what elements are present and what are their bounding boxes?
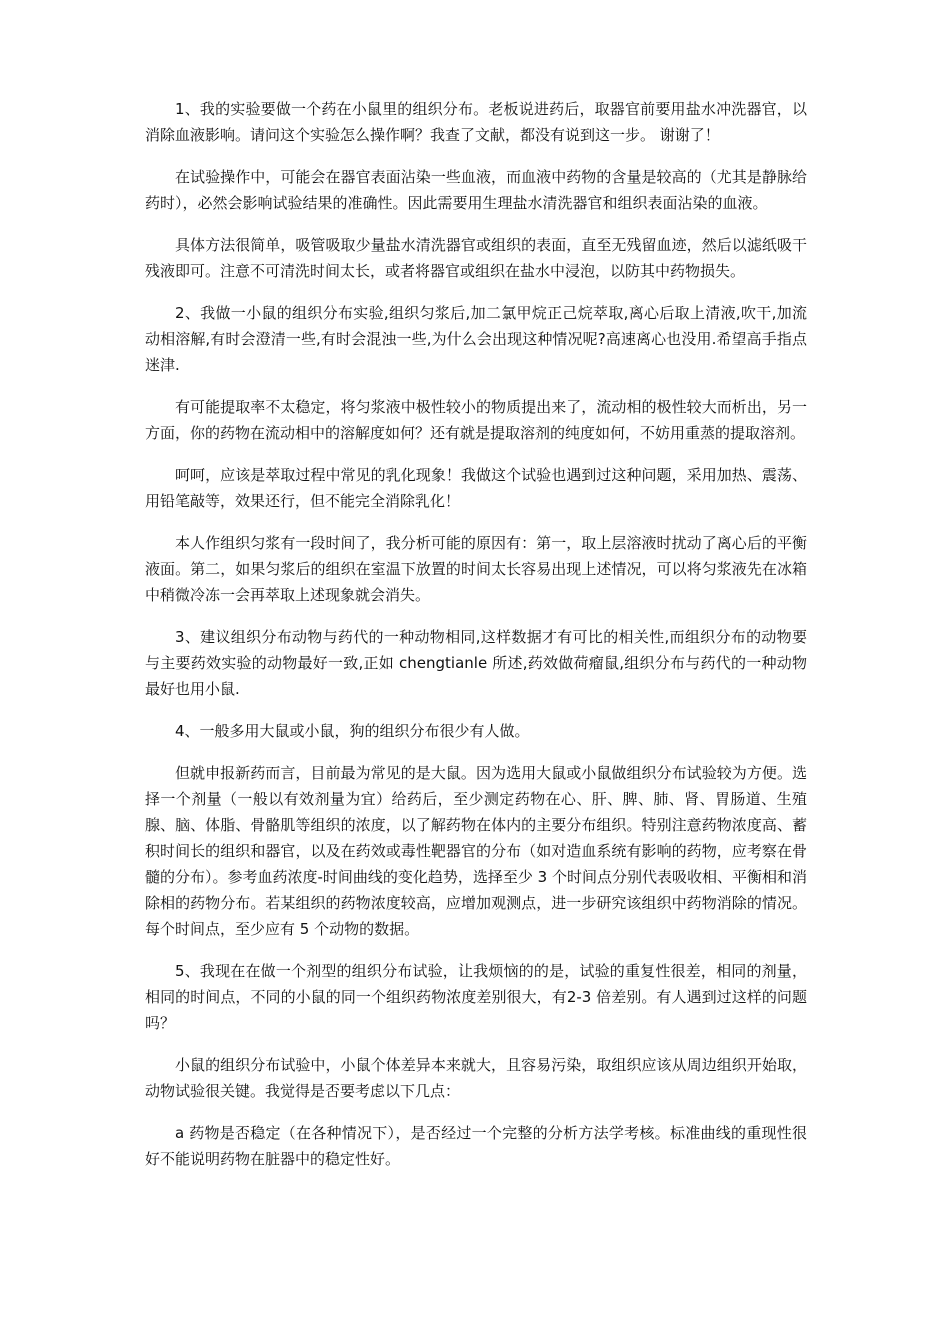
paragraph-item3: 3、建议组织分布动物与药代的一种动物相同,这样数据才有可比的相关性,而组织分布的动物要与主要药效实验的动物最好一致,正如 chengtianle 所述,药效做荷瘤鼠,组织分布与药代的一种动物最好也用小鼠. <box>145 628 807 698</box>
paragraph-a2-2: 呵呵，应该是萃取过程中常见的乳化现象！我做这个试验也遇到过这种问题，采用加热、震荡、用铅笔敲等，效果还行，但不能完全消除乳化！ <box>145 466 807 510</box>
paragraph-item4: 4、一般多用大鼠或小鼠，狗的组织分布很少有人做。 <box>175 722 530 740</box>
paragraph-a5-1: 小鼠的组织分布试验中，小鼠个体差异本来就大，且容易污染，取组织应该从周边组织开始取，动物试验很关键。我觉得是否要考虑以下几点： <box>145 1056 807 1100</box>
paragraph-a5-2: a 药物是否稳定（在各种情况下），是否经过一个完整的分析方法学考核。标准曲线的重现性很好不能说明药物在脏器中的稳定性好。 <box>145 1124 807 1168</box>
paragraph-q1: 1、我的实验要做一个药在小鼠里的组织分布。老板说进药后，取器官前要用盐水冲洗器官，以消除血液影响。请问这个实验怎么操作啊？我查了文献，都没有说到这一步。 谢谢了！ <box>145 100 807 144</box>
document-body <box>145 96 807 1188</box>
paragraph-a1-2: 具体方法很简单，吸管吸取少量盐水清洗器官或组织的表面，直至无残留血迹，然后以滤纸吸干残液即可。注意不可清洗时间太长，或者将器官或组织在盐水中浸泡，以防其中药物损失。 <box>145 236 807 280</box>
paragraph-a2-3: 本人作组织匀浆有一段时间了，我分析可能的原因有：第一，取上层溶液时扰动了离心后的平衡液面。第二，如果匀浆后的组织在室温下放置的时间太长容易出现上述情况，可以将匀浆液先在冰箱中稍微冷冻一会再萃取上述现象就会消失。 <box>145 534 807 604</box>
paragraph-q5: 5、我现在在做一个剂型的组织分布试验，让我烦恼的的是，试验的重复性很差，相同的剂量，相同的时间点，不同的小鼠的同一个组织药物浓度差别很大，有2-3 倍差别。有人遇到过这样的问题吗？ <box>145 962 807 1032</box>
paragraph-q2: 2、我做一小鼠的组织分布实验,组织匀浆后,加二氯甲烷正己烷萃取,离心后取上清液,吹干,加流动相溶解,有时会澄清一些,有时会混浊一些,为什么会出现这种情况呢?高速离心也没用.希望高手指点迷津. <box>145 304 807 374</box>
paragraph-a1-1: 在试验操作中，可能会在器官表面沾染一些血液，而血液中药物的含量是较高的（尤其是静脉给药时），必然会影响试验结果的准确性。因此需要用生理盐水清洗器官和组织表面沾染的血液。 <box>145 168 807 212</box>
paragraph-a4: 但就申报新药而言，目前最为常见的是大鼠。因为选用大鼠或小鼠做组织分布试验较为方便。选择一个剂量（一般以有效剂量为宜）给药后，至少测定药物在心、肝、脾、肺、肾、胃肠道、生殖腺、脑、体脂、骨骼肌等组织的浓度，以了解药物在体内的主要分布组织。特别注意药物浓度高、蓄积时间长的组织和器官，以及在药效或毒性靶器官的分布（如对造血系统有影响的药物，应考察在骨髓的分布）。参考血药浓度-时间曲线的变化趋势，选择至少 3 个时间点分别代表吸收相、平衡相和消除相的药物分布。若某组织的药物浓度较高，应增加观测点，进一步研究该组织中药物消除的情况。每个时间点，至少应有 5 个动物的数据。 <box>145 764 807 938</box>
paragraph-a2-1: 有可能提取率不太稳定，将匀浆液中极性较小的物质提出来了，流动相的极性较大而析出，另一方面，你的药物在流动相中的溶解度如何？还有就是提取溶剂的纯度如何，不妨用重蒸的提取溶剂。 <box>145 398 807 442</box>
